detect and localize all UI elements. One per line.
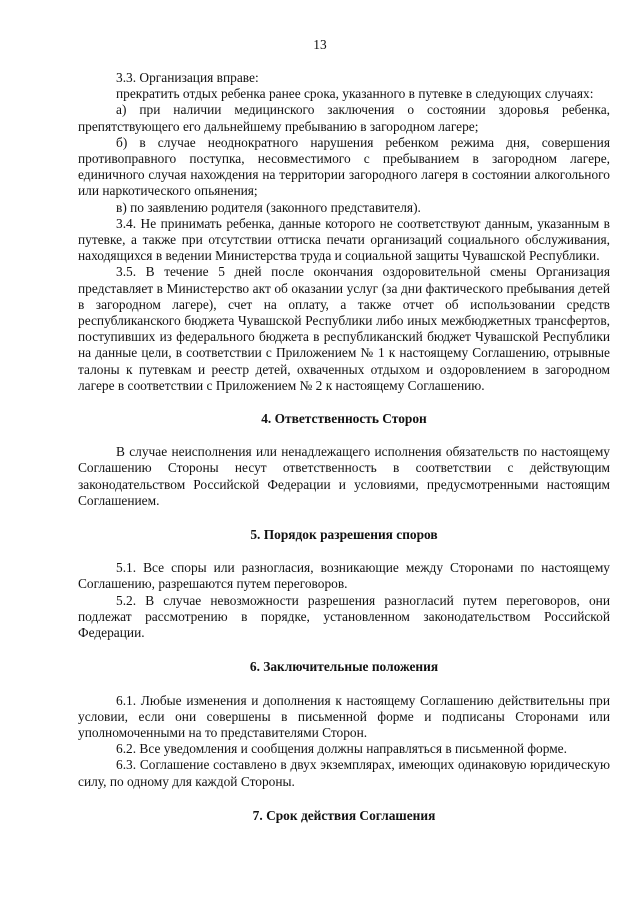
clause-3-4: 3.4. Не принимать ребенка, данные которого не соответствуют данным, указанным в путевке, а также при отсутствии оттиска печати организаций социального обслуживания, находящихся в ведении Министерства труда и социальной защиты Чувашской Республики. <box>78 215 610 264</box>
section-7-heading: 7. Срок действия Соглашения <box>252 807 436 823</box>
clause-6-1: 6.1. Любые изменения и дополнения к настоящему Соглашению действительны при условии, если они совершены в письменной форме и подписаны Сторонами или уполномоченными на то представителями Сторон. <box>78 692 610 740</box>
page-number: 13 <box>313 37 327 52</box>
clause-3-3-item-c: в) по заявлению родителя (законного представителя). <box>116 199 421 215</box>
clause-5-2: 5.2. В случае невозможности разрешения разногласий путем переговоров, они подлежат рассмотрению в порядке, установленном законодательством Российской Федерации. <box>78 592 610 641</box>
section-4-heading: 4. Ответственность Сторон <box>261 411 427 427</box>
clause-6-2: 6.2. Все уведомления и сообщения должны направляться в письменной форме. <box>116 741 567 757</box>
clause-5-1: 5.1. Все споры или разногласия, возникающие между Сторонами по настоящему Соглашению, разрешаются путем переговоров. <box>78 560 610 592</box>
clause-3-3-item-b: б) в случае неоднократного нарушения ребенком режима дня, совершения противоправного поступка, несовместимого с пребыванием в загородном лагере, единичного случая нахождения на территории загородного лагеря в состоянии алкогольного или наркотического опьянения; <box>78 134 610 199</box>
clause-6-3: 6.3. Соглашение составлено в двух экземплярах, имеющих одинаковую юридическую силу, по одному для каждой Стороны. <box>78 757 610 789</box>
section-5-heading: 5. Порядок разрешения споров <box>250 527 438 543</box>
clause-3-5: 3.5. В течение 5 дней после окончания оздоровительной смены Организация представляет в Министерство акт об оказании услуг (за дни фактического пребывания детей в загородном лагере), счет на оплату, а также отчет об использовании средств республиканского бюджета Чувашской Республики либо иных межбюджетных трансфертов, поступивших из федерального бюджета в республиканский бюджет Чувашской Республики на данные цели, в соответствии с Приложением № 1 к настоящему Соглашению, отрывные талоны к путевкам и реестр детей, охваченных отдыхом и оздоровлением в загородном лагере в соответствии с Приложением № 2 к настоящему Соглашению. <box>78 264 610 393</box>
clause-3-3-intro: 3.3. Организация вправе: <box>116 70 259 85</box>
section-6-heading: 6. Заключительные положения <box>249 659 439 675</box>
document-body <box>78 70 610 841</box>
clause-4-text: В случае неисполнения или ненадлежащего исполнения обязательств по настоящему Соглашению Стороны несут ответственность в соответствии с действующим законодательством Российской Федерации и условиями, предусмотренными настоящим Соглашением. <box>78 444 610 508</box>
clause-3-3-item-a: а) при наличии медицинского заключения о состоянии здоровья ребенка, препятствующего его дальнейшему пребыванию в загородном лагере; <box>78 102 610 134</box>
clause-3-3-lead: прекратить отдых ребенка ранее срока, указанного в путевке в следующих случаях: <box>116 86 594 102</box>
